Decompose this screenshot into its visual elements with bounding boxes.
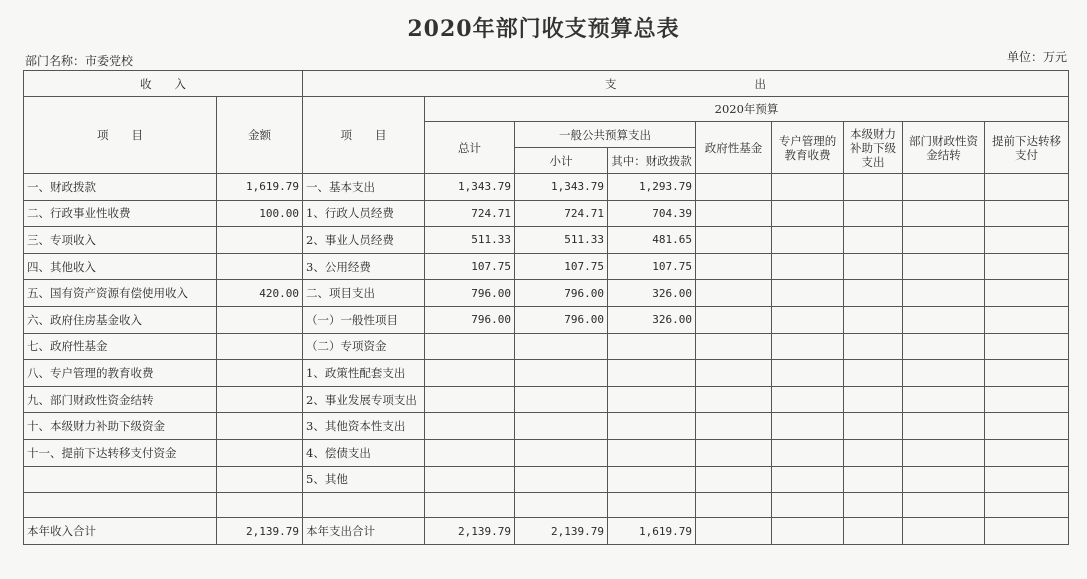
expense-total-cell: 107.75 [425,253,515,280]
empty-cell [985,386,1069,413]
table-row [24,360,1069,387]
expense-subtotal-cell [515,360,608,387]
income-item: 五、国有资产资源有偿使用收入 [24,280,217,307]
expense-total-cell [425,466,515,493]
empty-cell [844,333,903,360]
empty-cell [772,413,844,440]
empty-cell [903,466,985,493]
income-item-header: 项 目 [24,97,217,174]
general-public-header: 一般公共预算支出 [515,122,696,148]
expense-fiscal-cell [608,439,696,466]
table-row [24,386,1069,413]
income-amount [217,466,303,493]
empty-cell [903,386,985,413]
empty-cell [696,253,772,280]
empty-cell [696,439,772,466]
expense-fiscal-cell: 107.75 [608,253,696,280]
expense-subtotal-cell [515,466,608,493]
empty-cell [772,253,844,280]
income-item: 三、专项收入 [24,227,217,254]
expense-item: （二）专项资金 [303,333,425,360]
expense-subtotal-cell: 796.00 [515,306,608,333]
expense-total-cell: 724.71 [425,200,515,227]
spacer-row [24,493,1069,518]
income-amount [217,439,303,466]
table-row [24,306,1069,333]
expense-total-cell [425,386,515,413]
empty-cell [985,253,1069,280]
income-total-amount: 2,139.79 [217,518,303,545]
header-row-2 [24,97,1069,122]
income-amount: 420.00 [217,280,303,307]
empty-cell [985,227,1069,254]
income-item: 七、政府性基金 [24,333,217,360]
empty-cell [772,333,844,360]
empty-cell [696,333,772,360]
empty-cell [903,413,985,440]
empty-cell [772,200,844,227]
empty-cell [903,360,985,387]
expense-subtotal-cell [515,439,608,466]
empty-cell [772,174,844,201]
expense-fiscal-cell [608,386,696,413]
income-header: 收 入 [24,71,303,97]
expense-header: 支 出 [303,71,1069,97]
expense-item: 3、公用经费 [303,253,425,280]
expense-subtotal-cell [515,386,608,413]
expense-fiscal-cell [608,413,696,440]
empty-cell [772,227,844,254]
department-name: 部门名称：市委党校 [25,54,134,68]
income-item: 十一、提前下达转移支付资金 [24,439,217,466]
expense-subtotal-cell: 511.33 [515,227,608,254]
empty-cell [903,439,985,466]
budget-table [23,70,1069,545]
fiscal-header: 其中：财政拨款 [608,148,696,174]
empty-cell [696,280,772,307]
subsidy-header: 本级财力补助下级支出 [844,122,903,174]
expense-total-cell [425,333,515,360]
empty-cell [903,333,985,360]
empty-cell [772,439,844,466]
expense-total-cell [425,413,515,440]
income-item [24,466,217,493]
table-row [24,413,1069,440]
empty-cell [696,360,772,387]
empty-cell [696,466,772,493]
expense-subtotal-cell [515,413,608,440]
expense-item: 2、事业发展专项支出 [303,386,425,413]
expense-total-cell [425,360,515,387]
empty-cell [844,306,903,333]
empty-cell [985,466,1069,493]
expense-item: 3、其他资本性支出 [303,413,425,440]
income-item: 四、其他收入 [24,253,217,280]
income-amount [217,253,303,280]
empty-cell [696,227,772,254]
income-item: 九、部门财政性资金结转 [24,386,217,413]
empty-cell [985,360,1069,387]
empty-cell [844,386,903,413]
income-total-label: 本年收入合计 [24,518,217,545]
empty-cell [772,280,844,307]
expense-total-label: 本年支出合计 [303,518,425,545]
income-item: 六、政府住房基金收入 [24,306,217,333]
expense-item: 2、事业人员经费 [303,227,425,254]
expense-fiscal-cell: 326.00 [608,280,696,307]
income-item: 二、行政事业性收费 [24,200,217,227]
table-row [24,333,1069,360]
expense-total-cell: 1,343.79 [425,174,515,201]
empty-cell [696,413,772,440]
header-row-1 [24,71,1069,97]
income-amount [217,333,303,360]
income-amount [217,227,303,254]
income-item: 十、本级财力补助下级资金 [24,413,217,440]
expense-subtotal-cell: 107.75 [515,253,608,280]
expense-item: 二、项目支出 [303,280,425,307]
expense-item: 5、其他 [303,466,425,493]
expense-fiscal-cell [608,360,696,387]
income-amount: 100.00 [217,200,303,227]
empty-cell [985,413,1069,440]
gov-fund-header: 政府性基金 [696,122,772,174]
expense-fiscal-cell: 1,293.79 [608,174,696,201]
empty-cell [903,174,985,201]
expense-total-cell [425,439,515,466]
empty-cell [772,360,844,387]
expense-item: （一）一般性项目 [303,306,425,333]
expense-fiscal-cell: 704.39 [608,200,696,227]
empty-cell [772,466,844,493]
income-amount: 1,619.79 [217,174,303,201]
expense-total-cell: 796.00 [425,306,515,333]
unit-label: 单位：万元 [1006,50,1067,64]
totals-row [24,518,1069,545]
empty-cell [772,306,844,333]
empty-cell [985,439,1069,466]
data-rows [24,174,1069,493]
empty-cell [696,200,772,227]
total-header: 总计 [425,122,515,174]
expense-total: 2,139.79 [425,518,515,545]
income-amount [217,413,303,440]
empty-cell [844,360,903,387]
expense-subtotal: 2,139.79 [515,518,608,545]
empty-cell [985,306,1069,333]
table-row [24,439,1069,466]
special-edu-header: 专户管理的教育收费 [772,122,844,174]
empty-cell [696,306,772,333]
expense-fiscal-cell: 326.00 [608,306,696,333]
transfer-header: 提前下达转移支付 [985,122,1069,174]
expense-subtotal-cell: 1,343.79 [515,174,608,201]
expense-subtotal-cell [515,333,608,360]
empty-cell [903,227,985,254]
page-title: 2020年部门收支预算总表 [407,16,680,42]
empty-cell [985,174,1069,201]
expense-fiscal-cell [608,466,696,493]
empty-cell [772,386,844,413]
income-item: 一、财政拨款 [24,174,217,201]
income-item: 八、专户管理的教育收费 [24,360,217,387]
empty-cell [844,466,903,493]
empty-cell [903,306,985,333]
expense-fiscal-cell [608,333,696,360]
expense-subtotal-cell: 724.71 [515,200,608,227]
subtotal-header: 小计 [515,148,608,174]
income-amount [217,386,303,413]
empty-cell [844,253,903,280]
expense-total-cell: 796.00 [425,280,515,307]
empty-cell [985,333,1069,360]
empty-cell [985,200,1069,227]
empty-cell [844,413,903,440]
empty-cell [844,280,903,307]
empty-cell [696,174,772,201]
table-row [24,280,1069,307]
expense-item: 1、政策性配套支出 [303,360,425,387]
empty-cell [903,253,985,280]
empty-cell [903,200,985,227]
table-row [24,253,1069,280]
expense-fiscal: 1,619.79 [608,518,696,545]
empty-cell [844,227,903,254]
expense-subtotal-cell: 796.00 [515,280,608,307]
expense-fiscal-cell: 481.65 [608,227,696,254]
expense-item: 1、行政人员经费 [303,200,425,227]
balance-header: 部门财政性资金结转 [903,122,985,174]
income-amount [217,360,303,387]
empty-cell [844,200,903,227]
empty-cell [844,174,903,201]
empty-cell [844,439,903,466]
expense-item: 一、基本支出 [303,174,425,201]
expense-total-cell: 511.33 [425,227,515,254]
expense-item: 4、偿债支出 [303,439,425,466]
empty-cell [903,280,985,307]
income-amount-header: 金额 [217,97,303,174]
expense-item-header: 项 目 [303,97,425,174]
table-row [24,466,1069,493]
table-row [24,174,1069,201]
budget-year-header: 2020年预算 [425,97,1069,122]
empty-cell [696,386,772,413]
table-row [24,200,1069,227]
empty-cell [985,280,1069,307]
income-amount [217,306,303,333]
table-row [24,227,1069,254]
